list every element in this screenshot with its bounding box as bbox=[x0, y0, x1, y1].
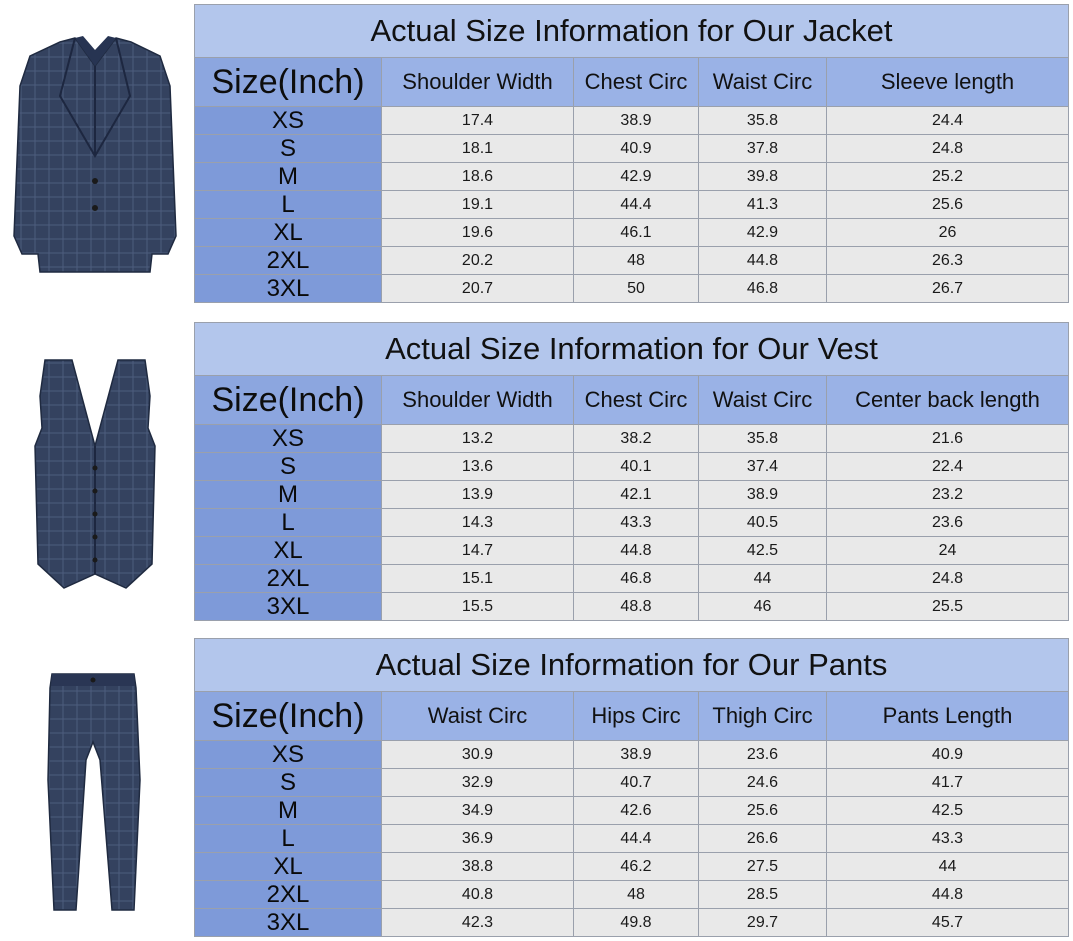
table-cell: 42.1 bbox=[574, 481, 699, 509]
table-cell: 44.8 bbox=[574, 537, 699, 565]
table-cell: 42.5 bbox=[827, 797, 1069, 825]
header-row bbox=[195, 58, 1069, 107]
size-label: XL bbox=[195, 853, 382, 881]
table-row bbox=[195, 275, 1069, 303]
table-row bbox=[195, 797, 1069, 825]
table-cell: 46 bbox=[699, 593, 827, 621]
column-header: Chest Circ bbox=[574, 376, 699, 425]
table-cell: 13.6 bbox=[382, 453, 574, 481]
table-cell: 40.9 bbox=[827, 741, 1069, 769]
table-cell: 40.1 bbox=[574, 453, 699, 481]
table-cell: 40.8 bbox=[382, 881, 574, 909]
table-cell: 40.5 bbox=[699, 509, 827, 537]
table-cell: 23.6 bbox=[827, 509, 1069, 537]
table-row bbox=[195, 453, 1069, 481]
table-cell: 24.4 bbox=[827, 107, 1069, 135]
table-row bbox=[195, 247, 1069, 275]
table-row bbox=[195, 509, 1069, 537]
table-cell: 42.5 bbox=[699, 537, 827, 565]
table-title: Actual Size Information for Our Vest bbox=[195, 323, 1069, 376]
table-cell: 44 bbox=[699, 565, 827, 593]
table-title: Actual Size Information for Our Pants bbox=[195, 639, 1069, 692]
table-row bbox=[195, 537, 1069, 565]
table-cell: 41.3 bbox=[699, 191, 827, 219]
table-row bbox=[195, 853, 1069, 881]
table-cell: 26.6 bbox=[699, 825, 827, 853]
table-cell: 38.2 bbox=[574, 425, 699, 453]
table-cell: 46.1 bbox=[574, 219, 699, 247]
table-row bbox=[195, 135, 1069, 163]
table-cell: 35.8 bbox=[699, 107, 827, 135]
table-cell: 20.2 bbox=[382, 247, 574, 275]
size-label: S bbox=[195, 135, 382, 163]
table-cell: 44 bbox=[827, 853, 1069, 881]
table-row bbox=[195, 593, 1069, 621]
table-cell: 24.8 bbox=[827, 135, 1069, 163]
table-cell: 29.7 bbox=[699, 909, 827, 937]
table-row bbox=[195, 909, 1069, 937]
table-cell: 46.2 bbox=[574, 853, 699, 881]
table-cell: 46.8 bbox=[699, 275, 827, 303]
table-cell: 43.3 bbox=[574, 509, 699, 537]
table-cell: 48.8 bbox=[574, 593, 699, 621]
size-label: XS bbox=[195, 107, 382, 135]
column-header: Chest Circ bbox=[574, 58, 699, 107]
table-title: Actual Size Information for Our Jacket bbox=[195, 5, 1069, 58]
table-cell: 25.5 bbox=[827, 593, 1069, 621]
table-row bbox=[195, 425, 1069, 453]
size-label: 3XL bbox=[195, 593, 382, 621]
table-cell: 41.7 bbox=[827, 769, 1069, 797]
size-label: XL bbox=[195, 537, 382, 565]
table-cell: 38.9 bbox=[699, 481, 827, 509]
size-label: S bbox=[195, 453, 382, 481]
size-label: L bbox=[195, 825, 382, 853]
table-cell: 32.9 bbox=[382, 769, 574, 797]
table-cell: 26.7 bbox=[827, 275, 1069, 303]
column-header: Size(Inch) bbox=[195, 692, 382, 741]
table-cell: 34.9 bbox=[382, 797, 574, 825]
table-row bbox=[195, 769, 1069, 797]
table-cell: 30.9 bbox=[382, 741, 574, 769]
table-cell: 42.3 bbox=[382, 909, 574, 937]
table-cell: 48 bbox=[574, 881, 699, 909]
table-cell: 22.4 bbox=[827, 453, 1069, 481]
size-label: M bbox=[195, 797, 382, 825]
table-cell: 14.3 bbox=[382, 509, 574, 537]
column-header: Waist Circ bbox=[699, 58, 827, 107]
table-cell: 46.8 bbox=[574, 565, 699, 593]
column-header: Shoulder Width bbox=[382, 58, 574, 107]
table-cell: 40.7 bbox=[574, 769, 699, 797]
table-row bbox=[195, 219, 1069, 247]
table-cell: 40.9 bbox=[574, 135, 699, 163]
table-cell: 38.9 bbox=[574, 107, 699, 135]
table-cell: 23.2 bbox=[827, 481, 1069, 509]
table-row bbox=[195, 481, 1069, 509]
pants-size-table bbox=[194, 638, 1069, 937]
table-cell: 44.8 bbox=[699, 247, 827, 275]
table-cell: 17.4 bbox=[382, 107, 574, 135]
table-cell: 23.6 bbox=[699, 741, 827, 769]
plaid-pants-icon bbox=[0, 670, 190, 940]
vest-section bbox=[0, 316, 1073, 630]
table-cell: 28.5 bbox=[699, 881, 827, 909]
column-header: Shoulder Width bbox=[382, 376, 574, 425]
column-header: Pants Length bbox=[827, 692, 1069, 741]
table-cell: 26.3 bbox=[827, 247, 1069, 275]
column-header: Thigh Circ bbox=[699, 692, 827, 741]
size-label: 2XL bbox=[195, 247, 382, 275]
size-label: 2XL bbox=[195, 881, 382, 909]
size-label: 3XL bbox=[195, 909, 382, 937]
table-cell: 44.4 bbox=[574, 825, 699, 853]
table-row bbox=[195, 881, 1069, 909]
column-header: Center back length bbox=[827, 376, 1069, 425]
jacket-size-table bbox=[194, 4, 1069, 303]
size-label: XS bbox=[195, 741, 382, 769]
table-cell: 38.9 bbox=[574, 741, 699, 769]
jacket-section bbox=[0, 0, 1073, 316]
size-label: XL bbox=[195, 219, 382, 247]
table-cell: 15.1 bbox=[382, 565, 574, 593]
size-label: 3XL bbox=[195, 275, 382, 303]
vest-size-table bbox=[194, 322, 1069, 621]
table-cell: 26 bbox=[827, 219, 1069, 247]
table-cell: 25.2 bbox=[827, 163, 1069, 191]
table-cell: 19.6 bbox=[382, 219, 574, 247]
table-cell: 50 bbox=[574, 275, 699, 303]
table-cell: 18.6 bbox=[382, 163, 574, 191]
table-cell: 42.9 bbox=[699, 219, 827, 247]
header-row bbox=[195, 376, 1069, 425]
table-row bbox=[195, 163, 1069, 191]
table-cell: 39.8 bbox=[699, 163, 827, 191]
table-cell: 35.8 bbox=[699, 425, 827, 453]
table-cell: 24 bbox=[827, 537, 1069, 565]
plaid-vest-icon bbox=[0, 356, 190, 606]
table-cell: 25.6 bbox=[827, 191, 1069, 219]
table-row bbox=[195, 565, 1069, 593]
pants-section bbox=[0, 630, 1073, 941]
table-cell: 44.8 bbox=[827, 881, 1069, 909]
size-label: M bbox=[195, 481, 382, 509]
table-cell: 44.4 bbox=[574, 191, 699, 219]
table-cell: 13.2 bbox=[382, 425, 574, 453]
size-label: XS bbox=[195, 425, 382, 453]
table-cell: 45.7 bbox=[827, 909, 1069, 937]
table-cell: 24.8 bbox=[827, 565, 1069, 593]
table-row bbox=[195, 741, 1069, 769]
table-row bbox=[195, 107, 1069, 135]
size-label: S bbox=[195, 769, 382, 797]
column-header: Waist Circ bbox=[382, 692, 574, 741]
table-cell: 15.5 bbox=[382, 593, 574, 621]
table-cell: 37.4 bbox=[699, 453, 827, 481]
table-cell: 14.7 bbox=[382, 537, 574, 565]
table-cell: 42.6 bbox=[574, 797, 699, 825]
size-label: L bbox=[195, 509, 382, 537]
table-cell: 42.9 bbox=[574, 163, 699, 191]
table-cell: 24.6 bbox=[699, 769, 827, 797]
plaid-jacket-icon bbox=[0, 36, 190, 281]
table-cell: 20.7 bbox=[382, 275, 574, 303]
table-row bbox=[195, 825, 1069, 853]
table-cell: 13.9 bbox=[382, 481, 574, 509]
table-cell: 27.5 bbox=[699, 853, 827, 881]
column-header: Waist Circ bbox=[699, 376, 827, 425]
table-cell: 36.9 bbox=[382, 825, 574, 853]
table-cell: 18.1 bbox=[382, 135, 574, 163]
table-cell: 49.8 bbox=[574, 909, 699, 937]
table-cell: 37.8 bbox=[699, 135, 827, 163]
column-header: Size(Inch) bbox=[195, 376, 382, 425]
column-header: Hips Circ bbox=[574, 692, 699, 741]
table-cell: 43.3 bbox=[827, 825, 1069, 853]
table-cell: 19.1 bbox=[382, 191, 574, 219]
size-label: L bbox=[195, 191, 382, 219]
column-header: Sleeve length bbox=[827, 58, 1069, 107]
column-header: Size(Inch) bbox=[195, 58, 382, 107]
table-cell: 48 bbox=[574, 247, 699, 275]
table-cell: 38.8 bbox=[382, 853, 574, 881]
size-label: 2XL bbox=[195, 565, 382, 593]
table-cell: 21.6 bbox=[827, 425, 1069, 453]
table-row bbox=[195, 191, 1069, 219]
header-row bbox=[195, 692, 1069, 741]
size-label: M bbox=[195, 163, 382, 191]
table-cell: 25.6 bbox=[699, 797, 827, 825]
